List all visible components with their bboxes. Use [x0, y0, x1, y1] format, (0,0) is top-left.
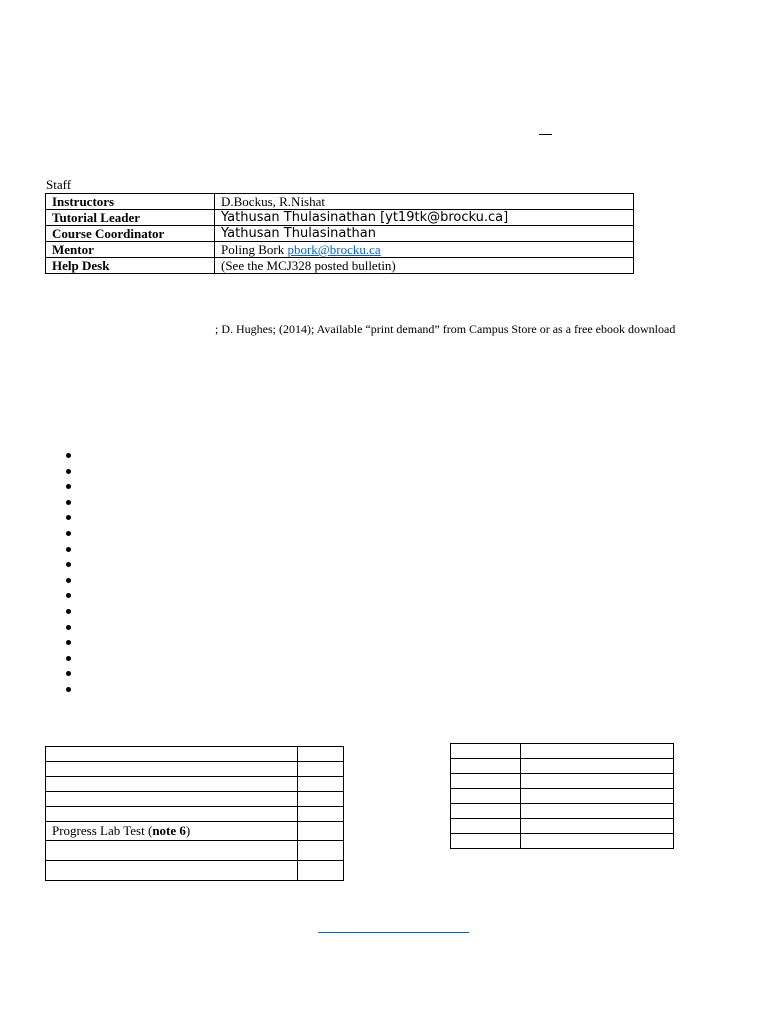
- textbook-line: ; D. Hughes; (2014); Available “print demand” from Campus Store or as a free ebook download: [215, 322, 676, 336]
- table-row: [451, 834, 674, 849]
- table-row: [46, 747, 344, 762]
- mentor-email-link[interactable]: pbork@brocku.ca: [287, 242, 381, 257]
- assessment-table: [45, 746, 344, 881]
- staff-value: [215, 242, 634, 258]
- table-row: [46, 841, 344, 861]
- mentor-name: Poling Bork: [221, 242, 288, 257]
- staff-row-tutorial-leader: [46, 210, 634, 226]
- table-row: [46, 792, 344, 807]
- note-ref: note 6: [152, 823, 186, 838]
- staff-row-instructors: [46, 194, 634, 210]
- table-row: [46, 861, 344, 881]
- table-row: [46, 807, 344, 822]
- staff-value: D.Bockus, R.Nishat: [215, 194, 634, 210]
- table-row: [451, 774, 674, 789]
- staff-role: Help Desk: [46, 258, 215, 274]
- heading-dash: [539, 134, 552, 135]
- staff-row-mentor: [46, 242, 634, 258]
- staff-role: Mentor: [46, 242, 215, 258]
- table-row: [451, 789, 674, 804]
- table-row: [451, 744, 674, 759]
- table-row: [451, 804, 674, 819]
- staff-value: Yathusan Thulasinathan: [215, 226, 634, 242]
- staff-label: Staff: [46, 177, 72, 192]
- table-row: [46, 777, 344, 792]
- schedule-table: [450, 743, 674, 849]
- table-row-progress-lab-test: [46, 822, 344, 841]
- progress-lab-test-cell: Progress Lab Test (note 6): [46, 822, 298, 841]
- table-row: [46, 762, 344, 777]
- staff-role: Tutorial Leader: [46, 210, 215, 226]
- staff-role: Course Coordinator: [46, 226, 215, 242]
- table-row: [451, 759, 674, 774]
- table-row: [451, 819, 674, 834]
- staff-row-course-coordinator: [46, 226, 634, 242]
- staff-role: Instructors: [46, 194, 215, 210]
- staff-row-help-desk: [46, 258, 634, 274]
- staff-table: [45, 193, 634, 274]
- staff-value: Yathusan Thulasinathan [yt19tk@brocku.ca]: [215, 210, 634, 226]
- hyperlink-underline[interactable]: [318, 932, 469, 933]
- staff-value: (See the MCJ328 posted bulletin): [215, 258, 634, 274]
